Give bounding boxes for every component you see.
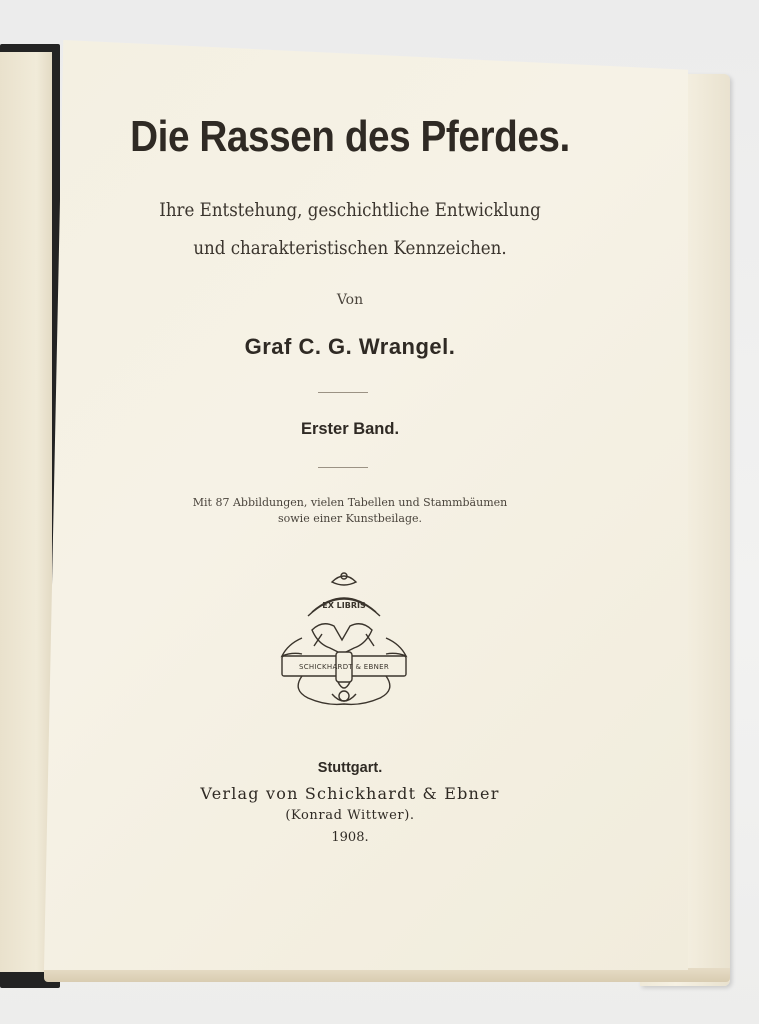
illustrations-note-line-2: sowie einer Kunstbeilage. — [278, 512, 422, 525]
publisher-emblem-icon — [272, 568, 416, 714]
emblem-top-text: EX LIBRIS — [322, 601, 366, 610]
publisher-owner: (Konrad Wittwer). — [285, 808, 415, 823]
book-title: Die Rassen des Pferdes. — [130, 112, 570, 161]
author-name: Graf C. G. Wrangel. — [244, 334, 456, 359]
subtitle-line-1: Ihre Entstehung, geschichtliche Entwicklung — [159, 200, 541, 221]
city: Stuttgart. — [317, 760, 383, 776]
left-page-handwriting — [14, 312, 38, 872]
emblem-banner-text: SCHICKHARDT & EBNER — [298, 663, 390, 671]
illustrations-note-line-1: Mit 87 Abbildungen, vielen Tabellen und Stammbäumen — [192, 496, 508, 509]
page-bottom-edge — [44, 968, 730, 982]
publication-year: 1908. — [331, 830, 369, 845]
divider-rule — [318, 467, 368, 468]
volume-label: Erster Band. — [300, 420, 400, 438]
publisher: Verlag von Schickhardt & Ebner — [200, 784, 500, 803]
subtitle-line-2: und charakteristischen Kennzeichen. — [193, 238, 507, 259]
left-page — [0, 52, 52, 972]
by-label: Von — [336, 292, 364, 308]
divider-rule — [318, 392, 368, 393]
